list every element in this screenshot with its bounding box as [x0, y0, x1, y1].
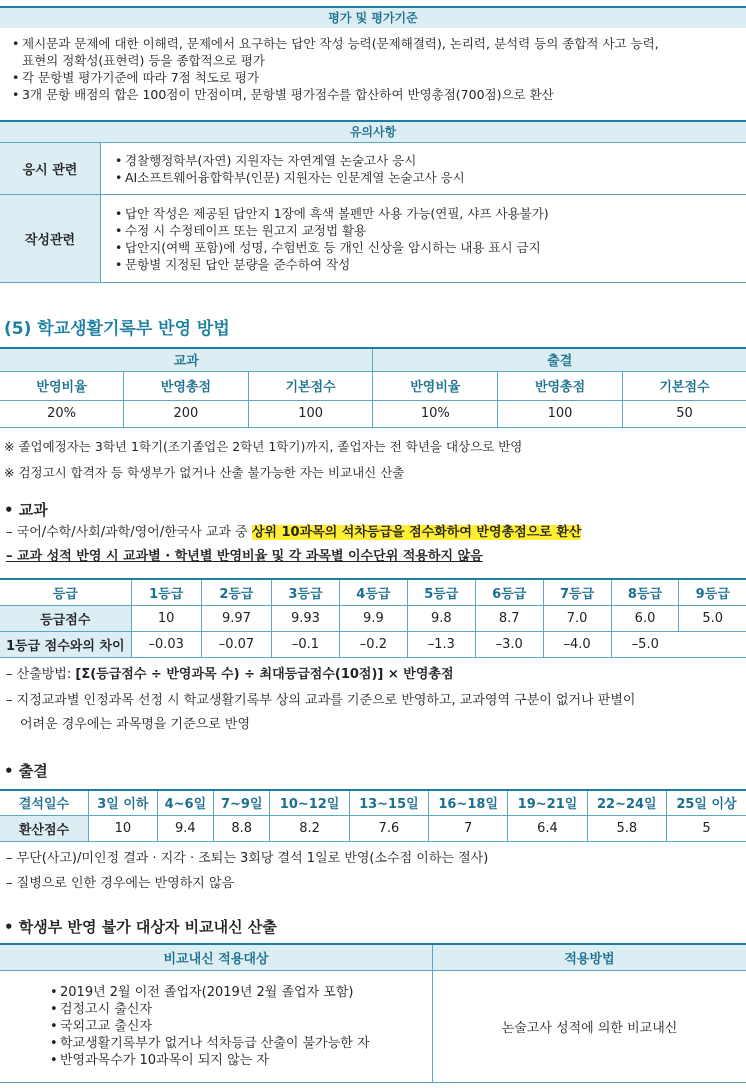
- att-header-label: 결석일수: [0, 790, 89, 815]
- grade-value: 9.93: [272, 605, 340, 631]
- caution-item: • 문항별 지정된 답안 분량을 준수하여 작성: [113, 256, 745, 273]
- grade-header: 6등급: [475, 579, 543, 605]
- subject-line1: – 국어/수학/사회/과학/영어/한국사 교과 중 상위 10과목의 석차등급을 점수화하여 반영총점으로 환산: [6, 525, 582, 540]
- att-range: 16~18일: [429, 790, 508, 815]
- grade-value: 9.97: [201, 605, 271, 631]
- col-header: 기본점수: [659, 380, 710, 395]
- att-range: 3일 이하: [89, 790, 158, 815]
- ratio-value: 50: [676, 406, 693, 421]
- group-header: 출결: [373, 348, 746, 371]
- att-range: 22~24일: [587, 790, 666, 815]
- col-header: 기본점수: [248, 371, 373, 400]
- note: ※ 졸업예정자는 3학년 1학기(조기졸업은 2학년 1학기)까지, 졸업자는 전 학년을 대상으로 반영: [4, 439, 523, 454]
- grade-header: 8등급: [611, 579, 679, 605]
- grade-header: 1등급: [131, 579, 201, 605]
- grade-header: 9등급: [695, 586, 730, 602]
- highlight-text: 상위 10과목의 석차등급을 점수화하여 반영총점으로 환산: [251, 525, 582, 540]
- section5-title: (5) 학교생활기록부 반영 방법: [4, 319, 230, 339]
- comp-target: • 반영과목수가 10과목이 되지 않는 자: [48, 1052, 431, 1069]
- grade-value: –0.2: [339, 631, 407, 657]
- grade-value: –3.0: [475, 631, 543, 657]
- ratio-value: 100: [498, 400, 623, 427]
- att-range: 7~9일: [214, 790, 270, 815]
- subject-title: • 교과: [4, 501, 48, 519]
- ratio-value: 10%: [373, 400, 498, 427]
- grade-header-label: 등급: [0, 579, 131, 605]
- eval-item: • 3개 문항 배점의 합은 100점이 만점이며, 문항별 평가점수를 합산하여 반영총점(700점)으로 환산: [10, 86, 746, 103]
- attendance-title: • 출결: [4, 762, 48, 780]
- grade-value: –0.07: [201, 631, 271, 657]
- caution-item: • 수정 시 수정테이프 또는 원고지 교정법 활용: [113, 222, 745, 239]
- comp-target: • 국외고교 출신자: [48, 1018, 431, 1035]
- comp-method: 논술고사 성적에 의한 비교내신: [501, 1020, 678, 1036]
- ratio-table: [0, 347, 746, 428]
- att-range: 13~15일: [349, 790, 428, 815]
- att-note: – 무단(사고)/미인정 결과 · 지각 · 조퇴는 3회당 결석 1일로 반영(소수점 이하는 절사): [6, 851, 489, 866]
- grade-header: 5등급: [407, 579, 475, 605]
- subject-line3: – 지정교과별 인정과목 선정 시 학교생활기록부 상의 교과를 기준으로 반영하고, 교과영역 구분이 없거나 판별이: [6, 693, 636, 708]
- caution-item: • AI소프트웨어융합학부(인문) 지원자는 인문계열 논술고사 응시: [113, 169, 745, 186]
- comp-target: • 검정고시 출신자: [48, 1001, 431, 1018]
- cautions-title: 유의사항: [0, 122, 746, 142]
- cautions-table: [0, 142, 746, 283]
- att-range: 4~6일: [157, 790, 213, 815]
- cautions-section: [0, 120, 746, 283]
- grade-table: [0, 578, 746, 658]
- comp-col1: 비교내신 적용대상: [0, 944, 433, 970]
- ratio-value: 200: [124, 400, 249, 427]
- comp-col2: 적용방법: [433, 944, 746, 970]
- formula: [Σ(등급점수 ÷ 반영과목 수) ÷ 최대등급점수(10점)] × 반영총점: [75, 667, 454, 682]
- grade-row-label: 1등급 점수와의 차이: [0, 631, 131, 657]
- eval-item: • 제시문과 문제에 대한 이해력, 문제에서 요구하는 답안 작성 능력(문제해결력), 논리력, 분석력 등의 종합적 사고 능력,: [10, 35, 746, 52]
- group-header: 교과: [0, 348, 373, 371]
- subject-line3b: 어려운 경우에는 과목명을 기준으로 반영: [20, 717, 251, 732]
- grade-row-label: 등급점수: [0, 605, 131, 631]
- col-header: 반영총점: [498, 371, 623, 400]
- grade-value: 9.9: [339, 605, 407, 631]
- grade-value: –0.03: [131, 631, 201, 657]
- grade-header: 3등급: [272, 579, 340, 605]
- att-value: 8.8: [214, 815, 270, 841]
- caution-label: 작성관련: [0, 195, 101, 283]
- grade-header: 2등급: [201, 579, 271, 605]
- grade-value: 8.7: [475, 605, 543, 631]
- grade-header: 4등급: [339, 579, 407, 605]
- att-value: 5.8: [587, 815, 666, 841]
- att-value: 5: [702, 820, 711, 836]
- formula-line: – 산출방법: [Σ(등급점수 ÷ 반영과목 수) ÷ 최대등급점수(10점)] × 반영총점: [6, 667, 454, 682]
- comp-target: • 학교생활기록부가 없거나 석차등급 산출이 불가능한 자: [48, 1035, 431, 1052]
- grade-value: 6.0: [611, 605, 679, 631]
- section5-notes: [4, 437, 522, 483]
- eval-title: 평가 및 평가기준: [0, 8, 746, 28]
- caution-item: • 경찰행정학부(자연) 지원자는 자연계열 논술고사 응시: [113, 152, 745, 169]
- att-range: 10~12일: [270, 790, 349, 815]
- att-row-label: 환산점수: [0, 815, 89, 841]
- grade-value: 9.8: [407, 605, 475, 631]
- grade-value: 5.0: [702, 610, 724, 626]
- grade-value: 10: [131, 605, 201, 631]
- comparison-table: [0, 943, 746, 1083]
- comp-target: • 2019년 2월 이전 졸업자(2019년 2월 졸업자 포함): [48, 984, 431, 1001]
- caution-item: • 답안지(여백 포함)에 성명, 수험번호 등 개인 신상을 암시하는 내용 표시 금지: [113, 239, 745, 256]
- grade-value: –4.0: [543, 631, 611, 657]
- grade-header: 7등급: [543, 579, 611, 605]
- eval-item: 표현의 정확성(표현력) 등을 종합적으로 평가: [22, 53, 265, 68]
- grade-value: 7.0: [543, 605, 611, 631]
- attendance-notes: [6, 848, 488, 895]
- comp-targets: [48, 984, 431, 1069]
- attendance-table: [0, 789, 746, 842]
- ratio-value: 20%: [0, 400, 124, 427]
- eval-list: [0, 28, 746, 103]
- att-note: – 질병으로 인한 경우에는 반영하지 않음: [6, 876, 235, 891]
- att-range: 25일 이상: [676, 797, 737, 813]
- eval-section: [0, 0, 746, 103]
- col-header: 반영비율: [373, 371, 498, 400]
- col-header: 반영비율: [0, 371, 124, 400]
- att-value: 8.2: [270, 815, 349, 841]
- att-value: 6.4: [508, 815, 587, 841]
- att-value: 7.6: [349, 815, 428, 841]
- grade-value: –5.0: [631, 636, 659, 652]
- eval-item: • 각 문항별 평가기준에 따라 7점 척도로 평가: [10, 69, 746, 86]
- subject-line2: – 교과 성적 반영 시 교과별 · 학년별 반영비율 및 각 과목별 이수단위 적용하지 않음: [6, 549, 483, 564]
- att-value: 9.4: [157, 815, 213, 841]
- note: ※ 검정고시 합격자 등 학생부가 없거나 산출 불가능한 자는 비교내신 산출: [4, 465, 405, 480]
- att-range: 19~21일: [508, 790, 587, 815]
- att-value: 10: [89, 815, 158, 841]
- caution-item: • 답안 작성은 제공된 답안지 1장에 흑색 볼펜만 사용 가능(연필, 샤프 사용불가): [113, 205, 745, 222]
- att-value: 7: [429, 815, 508, 841]
- grade-value: –0.1: [272, 631, 340, 657]
- caution-label: 응시 관련: [0, 143, 101, 195]
- comparison-title: • 학생부 반영 불가 대상자 비교내신 산출: [4, 918, 277, 936]
- col-header: 반영총점: [124, 371, 249, 400]
- grade-value: –1.3: [407, 631, 475, 657]
- ratio-value: 100: [248, 400, 373, 427]
